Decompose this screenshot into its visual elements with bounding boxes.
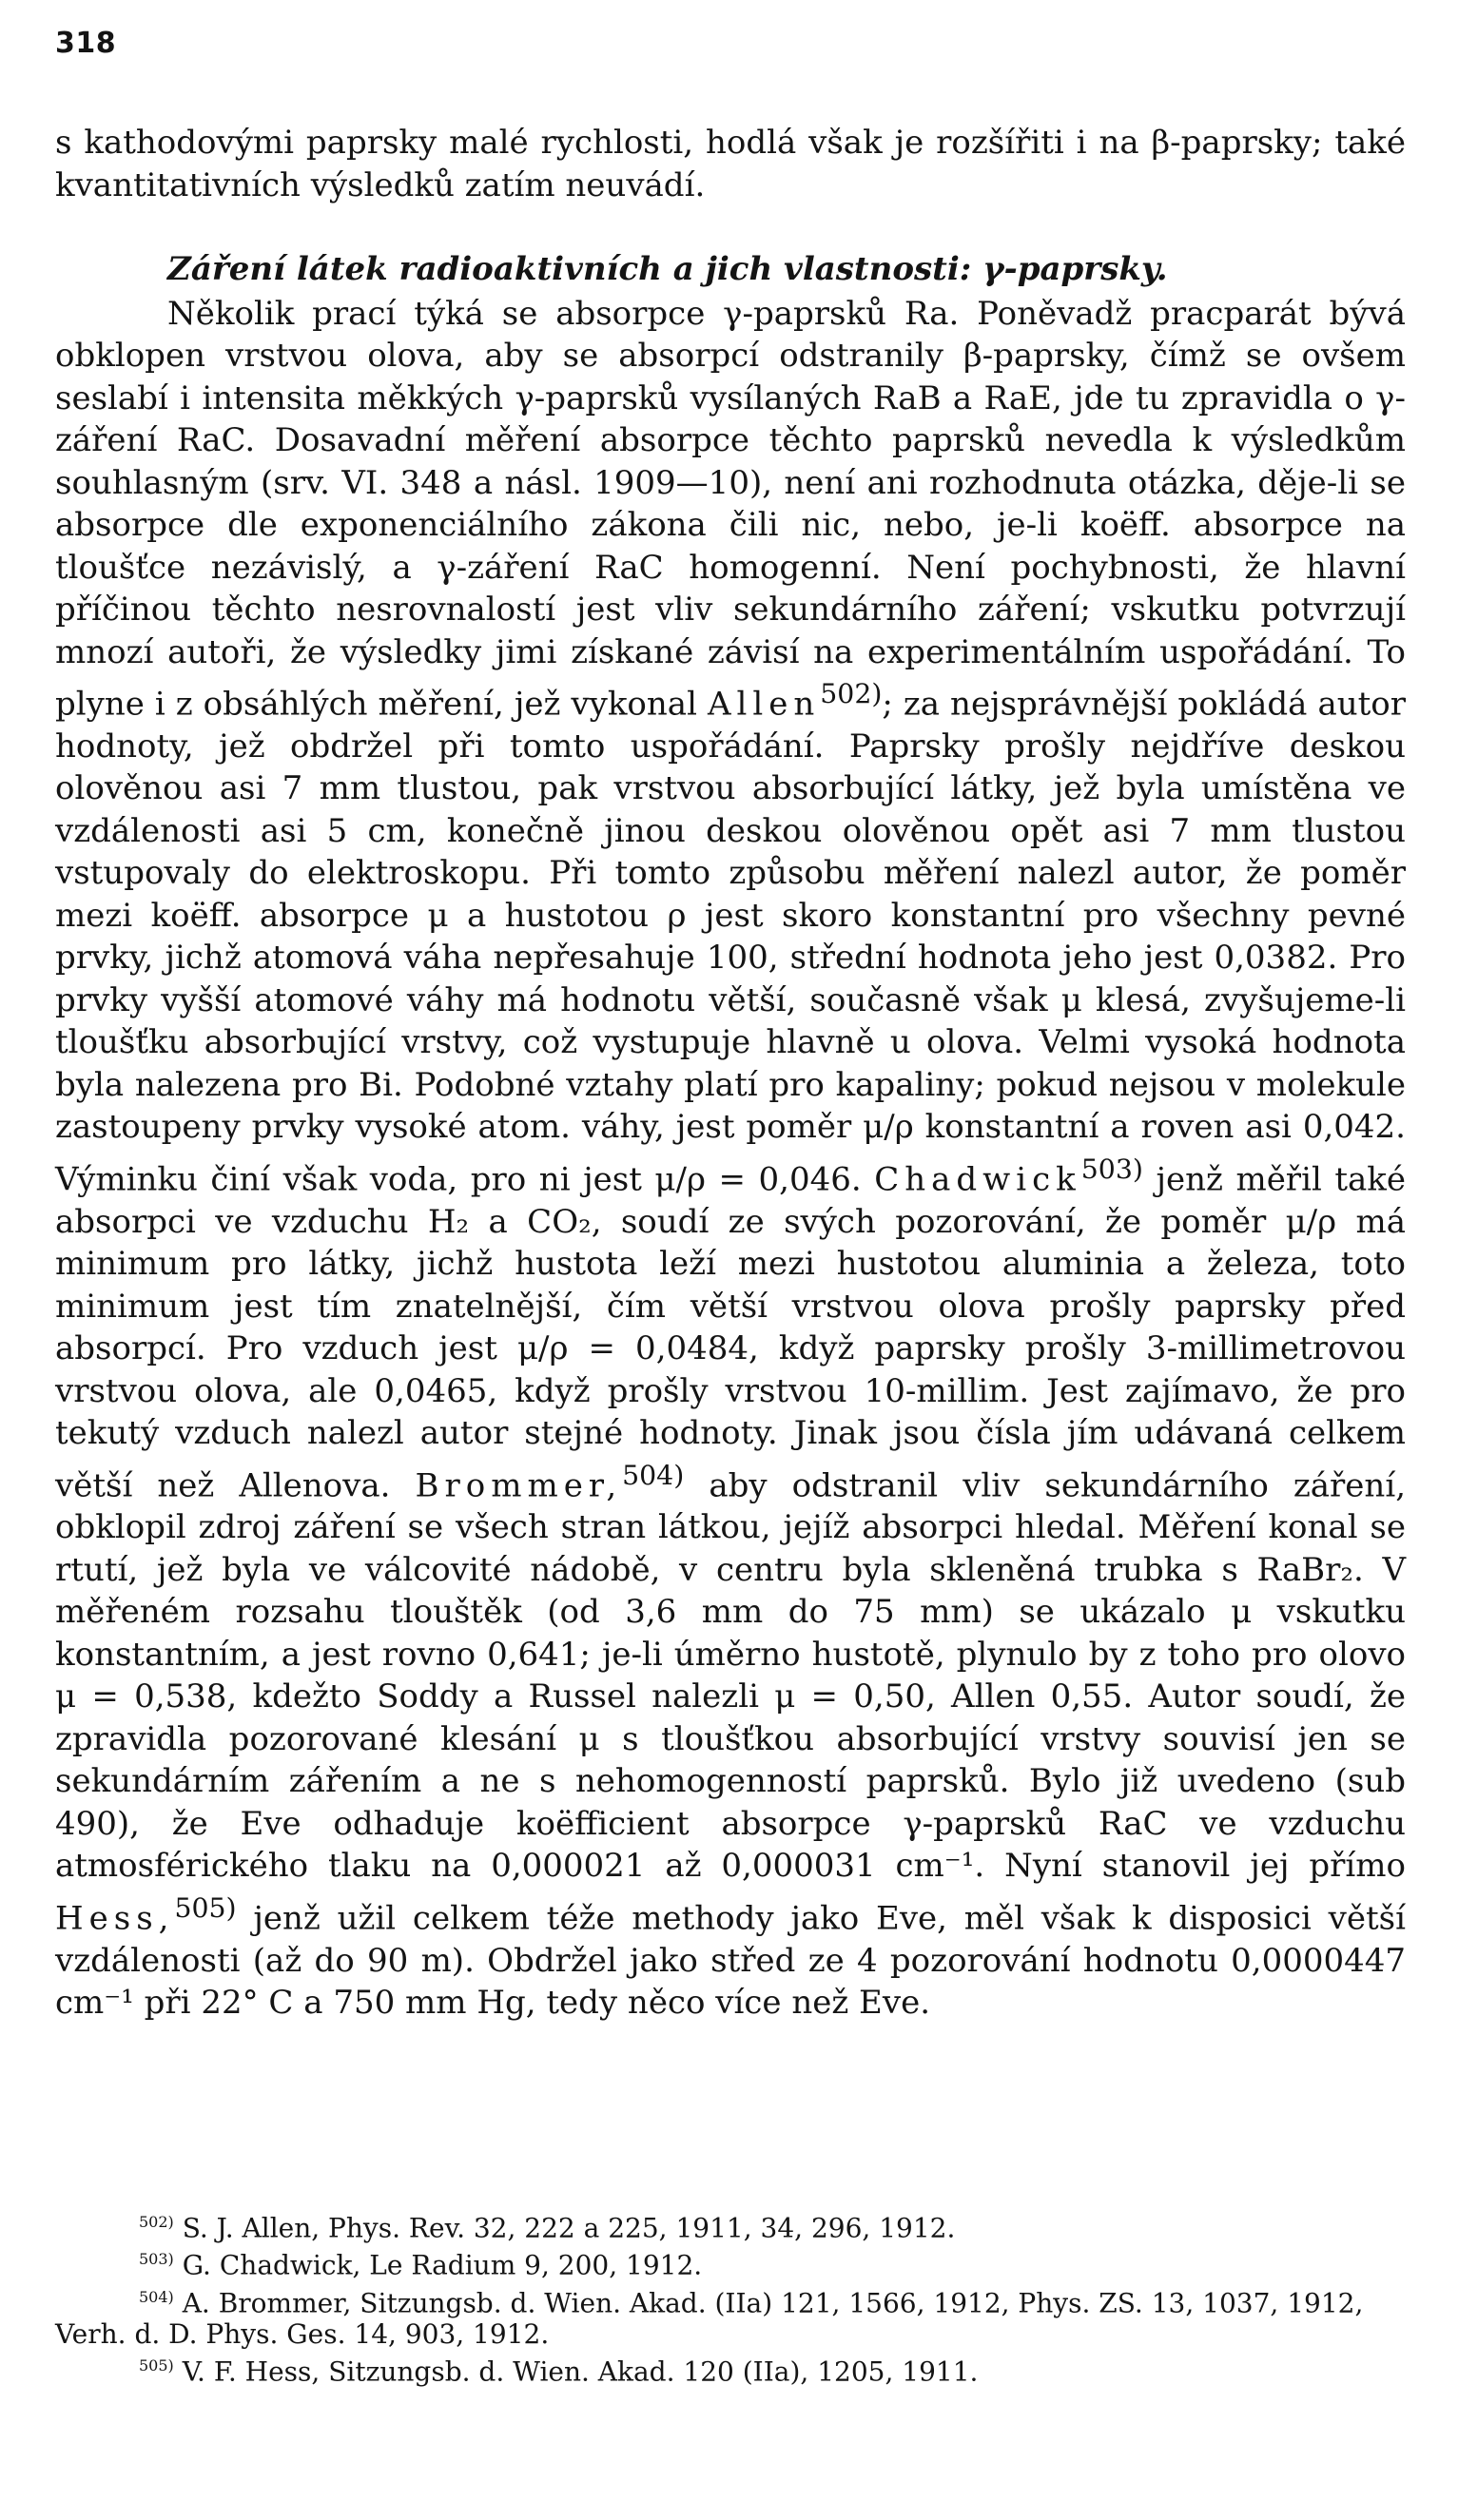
footnote-marker: 503) <box>139 2250 174 2269</box>
footnote-503 <box>55 2243 1406 2280</box>
author-name-chadwick: Chadwick <box>874 1160 1081 1199</box>
footnote-text: A. Brommer, Sitzungsb. d. Wien. Akad. (IIa) 121, 1566, 1912, Phys. ZS. 13, 1037, 1912, Verh. d. D. Phys. Ges. 14, 903, 1912. <box>55 2286 1364 2350</box>
footnote-ref-505: 505) <box>174 1891 237 1924</box>
footnote-text: G. Chadwick, Le Radium 9, 200, 1912. <box>182 2249 703 2281</box>
footnote-504 <box>55 2281 1406 2350</box>
footnote-ref-504: 504) <box>622 1459 685 1491</box>
footnote-marker: 505) <box>139 2355 174 2375</box>
footnotes-block <box>55 2206 1406 2387</box>
author-name-allen: Allen <box>707 685 821 724</box>
main-text-block <box>55 122 1406 2025</box>
footnote-marker: 502) <box>139 2213 174 2231</box>
paragraph-gamma-absorption <box>55 293 1406 2025</box>
paragraph-continuation: s kathodovými paprsky malé rychlosti, hodlá však je rozšířiti i na β-paprsky; také kvantitativních výsledků zatím neuvádí. <box>55 124 1406 204</box>
page-number: 318 <box>55 27 117 60</box>
footnote-502 <box>55 2206 1406 2243</box>
paragraph-text-part-e: jenž užil celkem téže methody jako Eve, měl však k disposici větší vzdálenosti (až do 90 m). Obdržel jako střed ze 4 pozorování hodnotu 0,0000447 cm⁻¹ při 22° C a 750 mm Hg, tedy něco více než Eve. <box>55 1899 1406 2023</box>
footnote-text: V. F. Hess, Sitzungsb. d. Wien. Akad. 120 (IIa), 1205, 1911. <box>182 2355 979 2388</box>
section-heading: Záření látek radioaktivních a jich vlastnosti: γ-paprsky. <box>167 250 1168 288</box>
paragraph-text-part-d: aby odstranil vliv sekundárního záření, obklopil zdroj záření se všech stran látkou, jejíž absorpci hledal. Měření konal se rtutí, jež byla ve válcovité nádobě, v centru byla skleněná trubka s RaBr₂. V měřeném rozsahu tlouštěk (od 3,6 mm do 75 mm) se ukázalo μ vskutku konstantním, a jest rovno 0,641; je-li úměrno hustotě, plynulo by z toho pro olovo μ = 0,538, kdežto Soddy a Russel nalezli μ = 0,50, Allen 0,55. Autor soudí, že zpravidla pozorované klesání μ s tloušťkou absorbující vrstvy souvisí jen se sekundárním zářením a ne s nehomogenností paprsků. Bylo již uvedeno (sub 490), že Eve odhaduje koëfficient absorpce γ-paprsků RaC ve vzduchu atmosférického tlaku na 0,000021 až 0,000031 cm⁻¹. Nyní stanovil jej přímo <box>55 1465 1406 1886</box>
paragraph-text-part-b: ; za nejsprávnější pokládá autor hodnoty, jež obdržel při tomto uspořádání. Paprsky prošly nejdříve deskou olověnou asi 7 mm tlustou, pak vrstvou absorbující látky, jež byla umístěna ve vzdálenosti asi 5 cm, konečně jinou deskou olověnou opět asi 7 mm tlustou vstupovaly do elektroskopu. Při tomto způsobu měření nalezl autor, že poměr mezi koëff. absorpce μ a hustotou ρ jest skoro konstantní pro všechny pevné prvky, jichž atomová váha nepřesahuje 100, střední hodnota jeho jest 0,0382. Pro prvky vyšší atomové váhy má hodnotu větší, současně však μ klesá, zvyšujeme-li tloušťku absorbující vrstvy, což vystupuje hlavně u olova. Velmi vysoká hodnota byla nalezena pro Bi. Podobné vztahy platí pro kapaliny; pokud nejsou v molekule zastoupeny prvky vysoké atom. váhy, jest poměr μ/ρ konstantní a roven asi 0,042. Výminku činí však voda, pro ni jest μ/ρ = 0,046. <box>55 685 1407 1199</box>
author-name-hess: Hess, <box>55 1899 175 1938</box>
footnote-marker: 504) <box>139 2287 174 2306</box>
paragraph-text-part-c: jenž měřil také absorpci ve vzduchu H₂ a CO₂, soudí ze svých pozorování, že poměr μ/ρ má minimum pro látky, jichž hustota leží mezi hustotou aluminia a železa, toto minimum jest tím znatelnější, čím větší vrstvou olova prošly paprsky před absorpcí. Pro vzduch jest μ/ρ = 0,0484, když paprsky prošly 3-millimetrovou vrstvou olova, ale 0,0465, když prošly vrstvou 10-millim. Jest zajímavo, že pro tekutý vzduch nalezl autor stejné hodnoty. Jinak jsou čísla jím udávaná celkem větší než Allenova. <box>55 1160 1407 1504</box>
footnote-505 <box>55 2350 1406 2387</box>
paragraph-text-part-a: Několik prací týká se absorpce γ-paprsků Ra. Poněvadž pracparát bývá obklopen vrstvou olova, aby se absorpcí odstranily β-paprsky, čímž se ovšem seslabí i intensita měkkých γ-paprsků vysílaných RaB a RaE, jde tu zpravidla o γ-záření RaC. Dosavadní měření absorpce těchto paprsků nevedla k výsledkům souhlasným (srv. VI. 348 a násl. 1909—10), není ani rozhodnuta otázka, děje-li se absorpce dle exponenciálního zákona čili nic, nebo, je-li koëff. absorpce na tloušťce nezávislý, a γ-záření RaC homogenní. Není pochybnosti, že hlavní příčinou těchto nesrovnalostí jest vliv sekundárního záření; vskutku potvrzují mnozí autoři, že výsledky jimi získané závisí na experimentálním uspořádání. To plyne i z obsáhlých měření, jež vykonal <box>55 294 1406 724</box>
footnote-ref-502: 502) <box>820 678 883 709</box>
footnote-ref-503: 503) <box>1080 1153 1143 1185</box>
author-name-brommer: Brommer, <box>415 1465 623 1504</box>
footnote-text: S. J. Allen, Phys. Rev. 32, 222 a 225, 1911, 34, 296, 1912. <box>182 2212 956 2244</box>
